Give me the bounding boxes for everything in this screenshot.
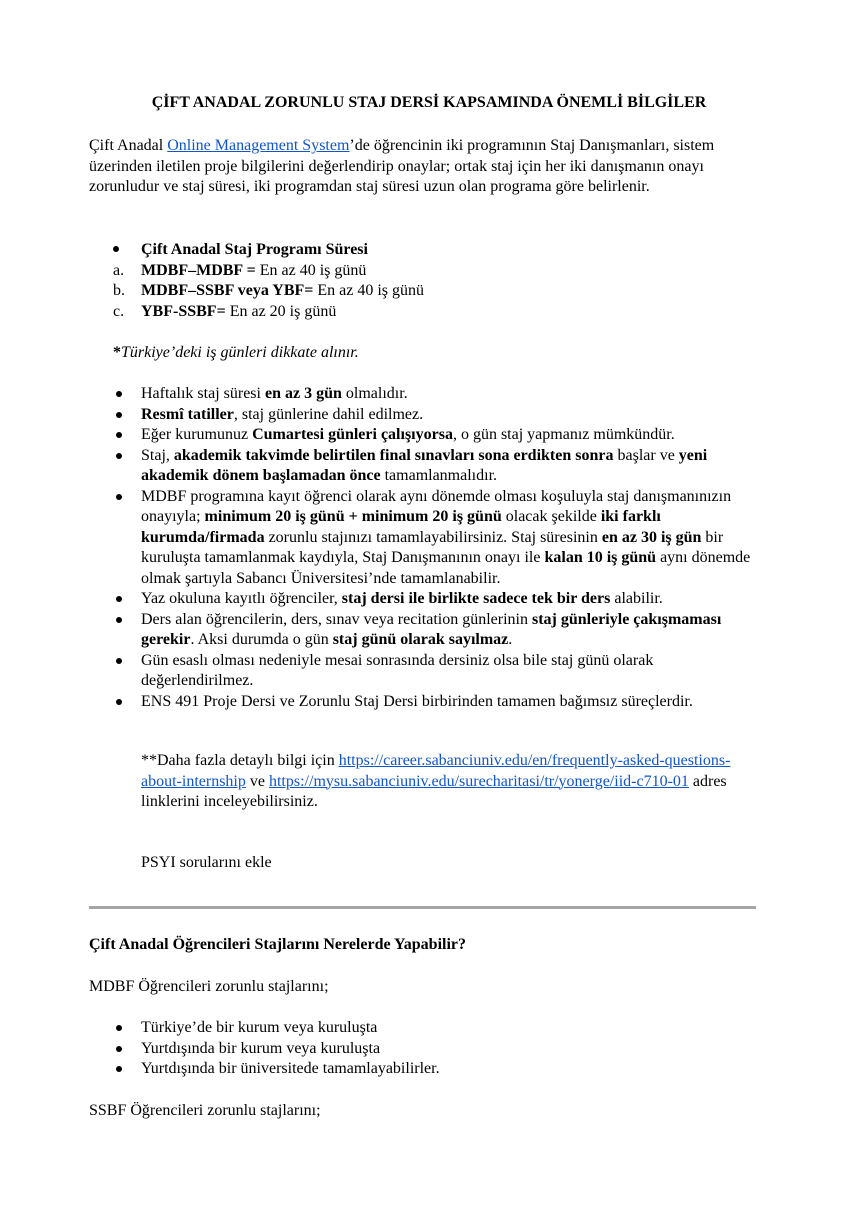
section-heading: Çift Anadal Öğrencileri Stajlarını Nerelerde Yapabilir?: [89, 936, 466, 953]
list-item: Resmî tatiller, staj günlerine dahil edilmez.: [89, 405, 757, 426]
list-item: Staj, akademik takvimde belirtilen final sınavları sona erdikten sonra başlar ve yeni akademik dönem başlamadan önce tamamlanmalıdır.: [89, 446, 757, 487]
program-heading: Çift Anadal Staj Programı Süresi: [141, 241, 368, 258]
bullet-icon: [116, 453, 122, 459]
list-item: b. MDBF–SSBF veya YBF= En az 40 iş günü: [113, 282, 425, 299]
document-title: ÇİFT ANADAL ZORUNLU STAJ DERSİ KAPSAMINDA ÖNEMLİ BİLGİLER: [151, 94, 707, 111]
intro-paragraph: Çift Anadal Online Management System’de öğrencinin iki programının Staj Danışmanları, sistem üzerinden iletilen proje bilgilerini değerlendirip onaylar; ortak staj için her iki danışmanın onayı zorunludur ve staj süresi, iki programdan staj süresi uzun olan programa göre belirlenir.: [89, 137, 715, 195]
bullet-icon: [116, 699, 122, 705]
list-item: Yaz okuluna kayıtlı öğrenciler, staj dersi ile birlikte sadece tek bir ders alabilir.: [89, 589, 757, 610]
bullet-icon: [116, 1066, 122, 1072]
bullet-icon: [116, 412, 122, 418]
list-item: Yurtdışında bir üniversitede tamamlayabilirler.: [89, 1059, 689, 1080]
ssbf-intro: SSBF Öğrencileri zorunlu stajlarını;: [89, 1102, 321, 1119]
program-heading-row: [89, 240, 749, 261]
more-info-paragraph: **Daha fazla detaylı bilgi için https://career.sabanciuniv.edu/en/frequently-asked-questions-about-internship ve https://mysu.sabanciuniv.edu/surecharitasi/tr/yonerge/iid-c710-01 adres linklerini inceleyebilirsiniz.: [141, 752, 731, 810]
bullet-icon: [116, 494, 122, 500]
bullet-icon: [113, 240, 137, 261]
list-item: a. MDBF–MDBF = En az 40 iş günü: [113, 261, 367, 279]
program-duration-list: [89, 240, 749, 322]
online-management-system-link[interactable]: Online Management System: [167, 137, 350, 154]
horizontal-divider: [89, 906, 756, 909]
list-item: MDBF programına kayıt öğrenci olarak aynı dönemde olması koşuluyla staj danışmanınızın onayıyla; minimum 20 iş günü + minimum 20 iş günü olacak şekilde iki farklı kurumda/firmada zorunlu stajınızı tamamlayabilirsiniz. Staj süresinin en az 30 iş gün bir kuruluşta tamamlanmak kaydıyla, Staj Danışmanının onayı ile kalan 10 iş günü aynı dönemde olmak şartıyla Sabancı Üniversitesi’nde tamamlanabilir.: [89, 487, 757, 590]
bullet-icon: [116, 1025, 122, 1031]
workday-note: *Türkiye’deki iş günleri dikkate alınır.: [113, 344, 359, 361]
mdbf-intro: MDBF Öğrencileri zorunlu stajlarını;: [89, 978, 329, 995]
list-item: Haftalık staj süresi en az 3 gün olmalıdır.: [89, 384, 757, 405]
bullet-icon: [116, 617, 122, 623]
list-item: c. YBF-SSBF= En az 20 iş günü: [113, 302, 337, 320]
bullet-icon: [116, 1046, 122, 1052]
list-item: Türkiye’de bir kurum veya kuruluşta: [89, 1018, 689, 1039]
places-list: [89, 1018, 689, 1080]
rules-list: [89, 384, 757, 712]
list-item: Gün esaslı olması nedeniyle mesai sonrasında dersiniz olsa bile staj günü olarak değerlendirilmez.: [89, 651, 757, 692]
list-item: ENS 491 Proje Dersi ve Zorunlu Staj Dersi birbirinden tamamen bağımsız süreçlerdir.: [89, 692, 757, 713]
bullet-icon: [116, 391, 122, 397]
mysu-regulation-link[interactable]: https://mysu.sabanciuniv.edu/surecharitasi/tr/yonerge/iid-c710-01: [268, 772, 689, 790]
list-item: Ders alan öğrencilerin, ders, sınav veya recitation günlerinin staj günleriyle çakışmaması gerekir. Aksi durumda o gün staj günü olarak sayılmaz.: [89, 610, 757, 651]
bullet-icon: [116, 432, 122, 438]
psyi-note: PSYI sorularını ekle: [141, 854, 272, 871]
list-item: Eğer kurumunuz Cumartesi günleri çalışıyorsa, o gün staj yapmanız mümkündür.: [89, 425, 757, 446]
career-faq-link[interactable]: https://career.sabanciuniv.edu/en/frequently-asked-questions-about-internship: [141, 752, 731, 790]
list-item: Yurtdışında bir kurum veya kuruluşta: [89, 1039, 689, 1060]
bullet-icon: [116, 658, 122, 664]
bullet-icon: [116, 596, 122, 602]
